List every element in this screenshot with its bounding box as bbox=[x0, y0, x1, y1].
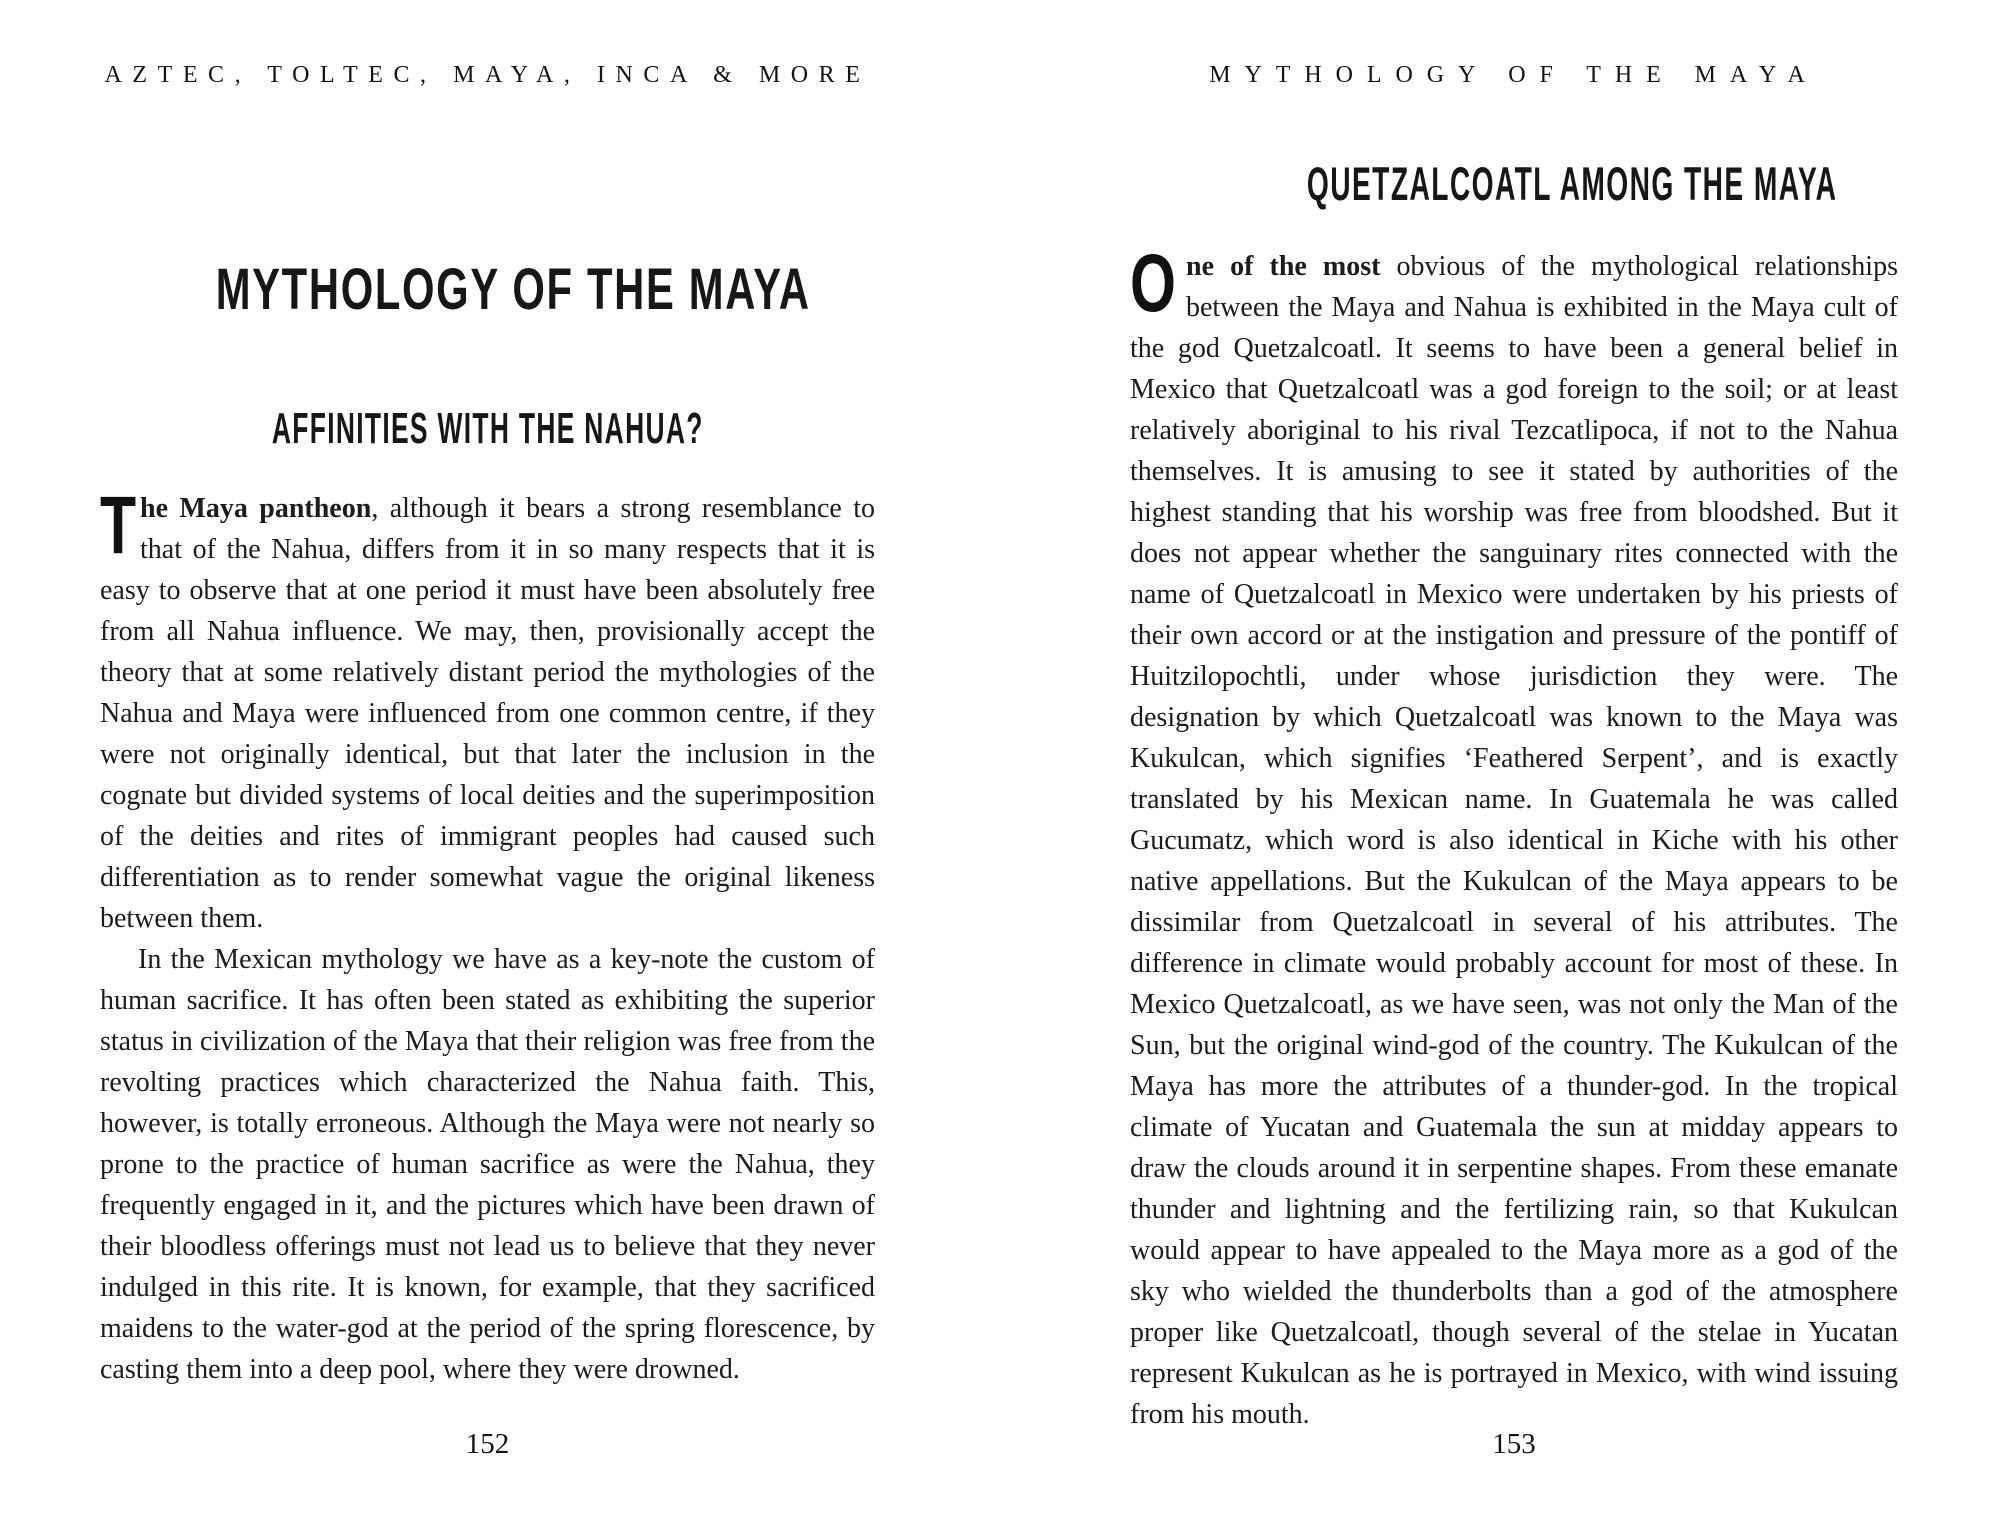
paragraph-text: , although it bears a strong resemblance to that of the Nahua, differs from it in so many respects that it is easy to observe that at one period it must have been absolutely free from all Nahua influence. We may, then, provisionally accept the theory that at some relatively distant period the mythologies of the Nahua and Maya were influenced from one common centre, if they were not originally identical, but that later the inclusion in the cognate but divided systems of local deities and the superimposition of the deities and rites of immigrant peoples had caused such differentiation as to render somewhat vague the original likeness between them. bbox=[100, 493, 875, 934]
paragraph bbox=[100, 480, 875, 939]
drop-cap-left: T bbox=[100, 480, 137, 571]
section-heading-right-wrap bbox=[1130, 156, 1898, 211]
section-heading-right: QUETZALCOATL AMONG THE MAYA bbox=[1306, 157, 1838, 210]
lead-in-left: he Maya pantheon bbox=[140, 493, 372, 524]
body-text-left bbox=[100, 480, 875, 1390]
section-heading-left-wrap bbox=[100, 404, 875, 454]
paragraph: In the Mexican mythology we have as a key-note the custom of human sacrifice. It has often been stated as exhibiting the superior status in civilization of the Maya that their religion was free from the revolting practices which characterized the Nahua faith. This, however, is totally erroneous. Although the Maya were not nearly so prone to the practice of human sacrifice as were the Nahua, they frequently engaged in it, and the pictures which have been drawn of their bloodless offerings must not lead us to believe that they never indulged in this rite. It is known, for example, that they sacrificed maidens to the water-god at the period of the spring florescence, by casting them into a deep pool, where they were drowned. bbox=[100, 944, 875, 1385]
page-number-right: 153 bbox=[1492, 1428, 1536, 1460]
chapter-title: MYTHOLOGY OF THE MAYA bbox=[215, 257, 811, 322]
left-page bbox=[100, 0, 875, 1529]
lead-in-right: ne of the most bbox=[1186, 251, 1381, 282]
chapter-title-wrap bbox=[100, 256, 875, 323]
drop-cap-right: O bbox=[1130, 238, 1176, 329]
section-heading-left: AFFINITIES WITH THE NAHUA? bbox=[271, 404, 704, 453]
body-text-right bbox=[1130, 238, 1898, 1435]
running-head-left: AZTEC, TOLTEC, MAYA, INCA & MORE bbox=[104, 62, 871, 88]
running-head-right: MYTHOLOGY OF THE MAYA bbox=[1209, 62, 1819, 88]
paragraph bbox=[1130, 238, 1898, 1435]
page-number-left: 152 bbox=[465, 1428, 510, 1460]
right-page bbox=[1130, 0, 1898, 1529]
paragraph-text: obvious of the mythological relationships between the Maya and Nahua is exhibited in the Maya cult of the god Quetzalcoatl. It seems to have been a general belief in Mexico that Quetzalcoatl was a god foreign to the soil; or at least relatively aboriginal to his rival Tezcatlipoca, if not to the Nahua themselves. It is amusing to see it stated by authorities of the highest standing that his worship was free from bloodshed. But it does not appear whether the sanguinary rites connected with the name of Quetzalcoatl in Mexico were undertaken by his priests of their own accord or at the instigation and pressure of the pontiff of Huitzilopochtli, under whose jurisdiction they were. The designation by which Quetzalcoatl was known to the Maya was Kukulcan, which signifies ‘Feathered Serpent’, and is exactly translated by his Mexican name. In Guatemala he was called Gucumatz, which word is also identical in Kiche with his other native appellations. But the Kukulcan of the Maya appears to be dissimilar from Quetzalcoatl in several of his attributes. The difference in climate would probably account for most of these. In Mexico Quetzalcoatl, as we have seen, was not only the Man of the Sun, but the original wind-god of the country. The Kukulcan of the Maya has more the attributes of a thunder-god. In the tropical climate of Yucatan and Guatemala the sun at midday appears to draw the clouds around it in serpentine shapes. From these emanate thunder and lightning and the fertilizing rain, so that Kukulcan would appear to have appealed to the Maya more as a god of the sky who wielded the thunderbolts than a god of the atmosphere proper like Quetzalcoatl, though several of the stelae in Yucatan represent Kukulcan as he is portrayed in Mexico, with wind issuing from his mouth. bbox=[1130, 251, 1898, 1430]
